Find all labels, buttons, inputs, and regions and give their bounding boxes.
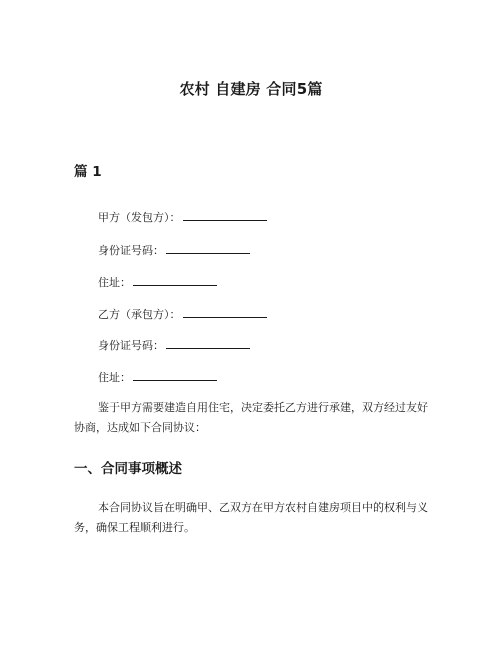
party-a-id-blank	[166, 243, 250, 254]
party-b-id-label: 身份证号码：	[98, 339, 164, 352]
document-title: 农村 自建房 合同5篇	[179, 80, 323, 98]
party-b-id-line	[98, 338, 250, 353]
party-b-address-blank	[133, 370, 217, 381]
section-heading-1: 一、合同事项概述	[74, 461, 182, 477]
party-b-id-blank	[166, 338, 250, 349]
party-a-label: 甲方（发包方）：	[98, 211, 181, 224]
party-b-blank	[183, 307, 267, 318]
party-a-id-label: 身份证号码：	[98, 244, 164, 257]
paragraph-1: 本合同协议旨在明确甲、乙双方在甲方农村自建房项目中的权利与义务，确保工程顺利进行。	[74, 501, 428, 534]
section-label: 篇 1	[74, 164, 102, 180]
party-a-address-blank	[133, 275, 217, 286]
party-a-blank	[183, 210, 267, 221]
party-a-id-line	[98, 243, 250, 258]
party-b-address-line	[98, 370, 217, 385]
party-b-label: 乙方（承包方）：	[98, 308, 181, 321]
party-b-line	[98, 307, 267, 322]
party-b-address-label: 住址：	[98, 371, 131, 384]
intro-paragraph: 鉴于甲方需要建造自用住宅，决定委托乙方进行承建，双方经过友好协商，达成如下合同协议：	[74, 401, 428, 434]
party-a-line	[98, 210, 267, 225]
party-a-address-line	[98, 275, 217, 290]
party-a-address-label: 住址：	[98, 276, 131, 289]
